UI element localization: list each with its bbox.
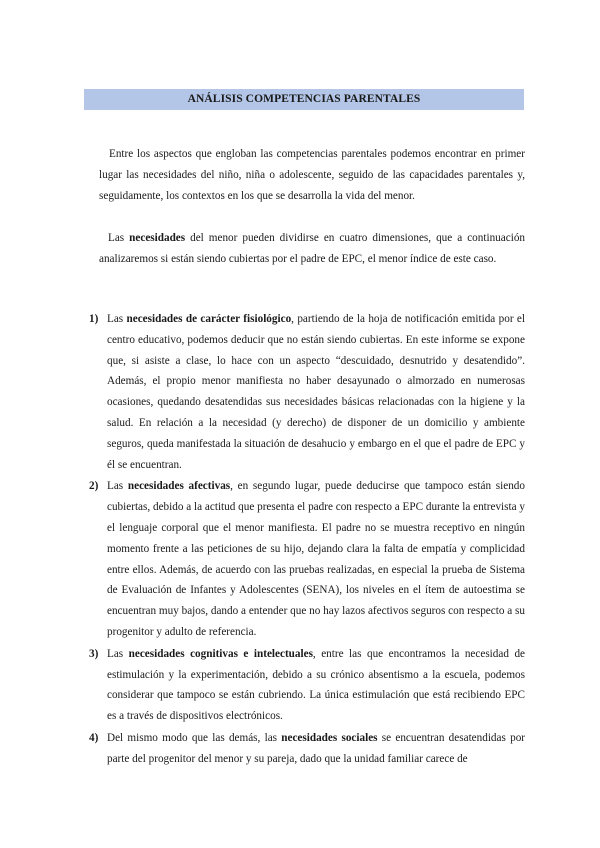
list-item: [89, 644, 525, 727]
list-item-bold: necesidades afectivas: [127, 480, 231, 493]
needs-paragraph-lead: Las: [108, 232, 130, 244]
list-item-lead: Las: [107, 480, 128, 493]
section-title: ANÁLISIS COMPETENCIAS PARENTALES: [84, 89, 524, 110]
list-item-text: se encuentran desatendidas por parte del progenitor del menor y su pareja, dado que la unidad familiar carece de: [107, 731, 526, 765]
needs-list: [89, 309, 525, 771]
needs-paragraph-rest: del menor pueden dividirse en cuatro dimensiones, que a continuación analizaremos si están siendo cubiertas por el padre de EPC, el menor índice de este caso.: [99, 232, 525, 265]
list-item-text: , en segundo lugar, puede deducirse que tampoco están siendo cubiertas, debido a la actitud que presenta el padre con respecto a EPC durante la entrevista y el lenguaje corporal que el menor manifiesta. El padre no se muestra receptivo en ningún momento frente a las peticiones de su hijo, dejando clara la falta de empatía y complicidad entre ellos. Además, de acuerdo con las pruebas realizadas, en especial la prueba de Sistema de Evaluación de Infantes y Adolescentes (SENA), los niveles en el ítem de autoestima se encuentran muy bajos, dando a entender que no hay lazos afectivos seguros con respecto a su progenitor y adulto de referencia.: [107, 480, 525, 638]
list-item-number: 4): [89, 731, 99, 744]
list-item-lead: Las: [107, 313, 127, 325]
list-item-number: 3): [89, 647, 99, 660]
list-item: [89, 309, 525, 475]
list-item: [89, 728, 525, 770]
list-item-bold: necesidades sociales: [281, 731, 378, 744]
list-item-bold: necesidades cognitivas e intelectuales: [128, 647, 313, 660]
list-item-text: , partiendo de la hoja de notificación emitida por el centro educativo, podemos deducir que no están siendo cubiertas. En este informe se expone que, si asiste a clase, lo hace con un aspecto “descuidado, desnutrido y desatendido”. Además, el propio menor manifiesta no haber desayunado o almorzado en numerosas ocasiones, quedando desatendidas sus necesidades básicas relacionadas con la higiene y la salud. En relación a la necesidad (y derecho) de disponer de un domicilio y ambiente seguros, queda manifestada la situación de desahucio y embargo en el que el padre de EPC y él se encuentran.: [107, 313, 525, 471]
needs-paragraph: [99, 228, 525, 270]
list-item-lead: Del mismo modo que las demás, las: [107, 731, 282, 744]
list-item-bold: necesidades de carácter fisiológico: [126, 313, 292, 325]
needs-paragraph-bold: necesidades: [129, 232, 186, 244]
list-item-lead: Las: [107, 647, 129, 660]
intro-paragraph: Entre los aspectos que engloban las competencias parentales podemos encontrar en primer lugar las necesidades del niño, niña o adolescente, seguido de las capacidades parentales y, seguidamente, los contextos en los que se desarrolla la vida del menor.: [99, 148, 525, 202]
list-item: [89, 476, 525, 642]
list-item-number: 2): [89, 480, 99, 493]
list-item-number: 1): [89, 313, 99, 325]
list-item-text: , entre las que encontramos la necesidad de estimulación y la experimentación, debido a su crónico absentismo a la escuela, podemos considerar que tampoco se están cubriendo. La única estimulación que está recibiendo EPC es a través de dispositivos electrónicos.: [107, 647, 525, 723]
